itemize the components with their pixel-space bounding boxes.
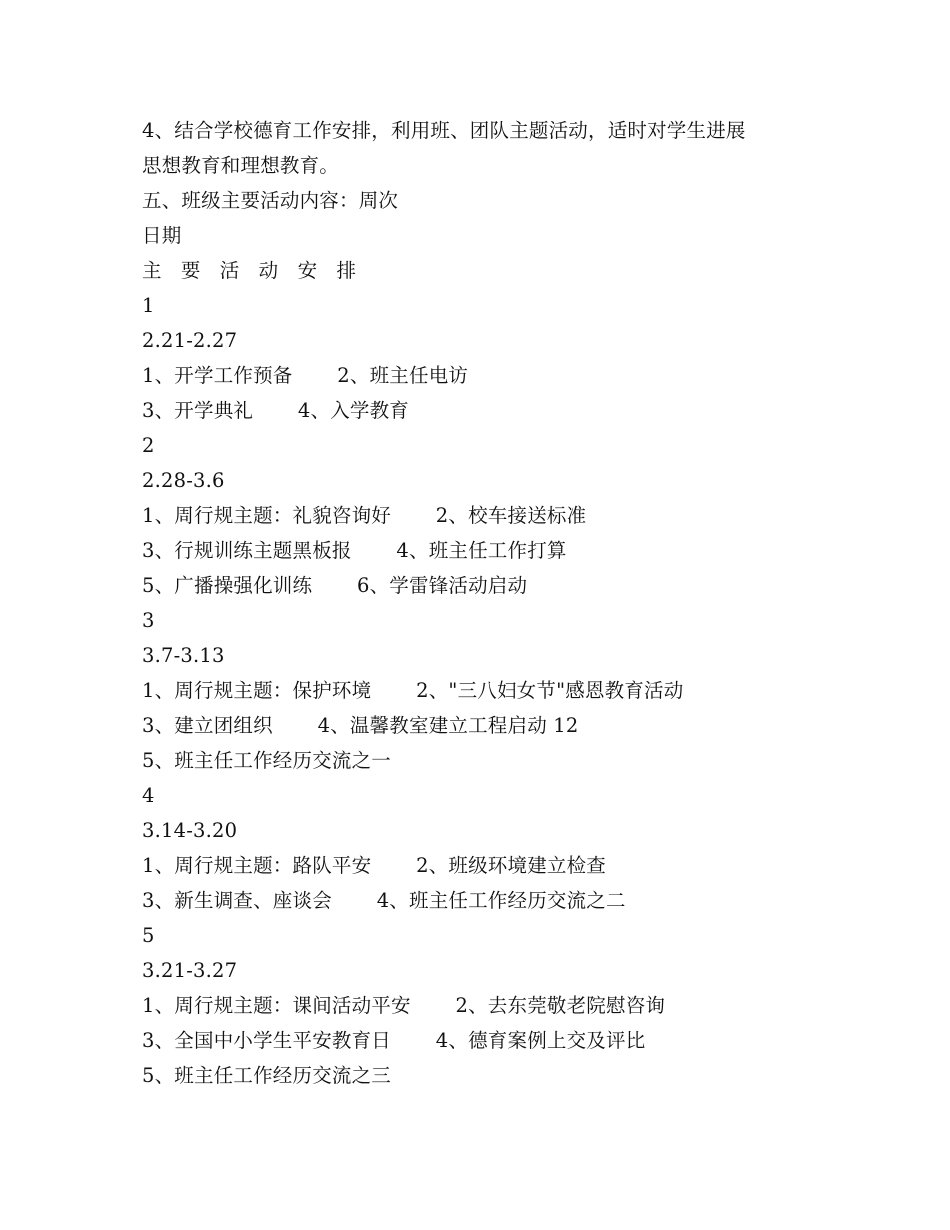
- week-dates: 2.28-3.6: [142, 469, 225, 492]
- week-dates: 3.21-3.27: [142, 959, 238, 982]
- activity-line: 3、全国中小学生平安教育日 4、德育案例上交及评比: [142, 1029, 646, 1052]
- activity-line: 5、广播操强化训练 6、学雷锋活动启动: [142, 574, 528, 597]
- paragraph-4-line-2: 思想教育和理想教育。: [142, 154, 340, 177]
- activity-line: 5、班主任工作经历交流之三: [142, 1064, 392, 1087]
- activity-line: 1、周行规主题：保护环境 2、"三八妇女节"感恩教育活动: [142, 679, 684, 702]
- activity-line: 3、开学典礼 4、入学教育: [142, 399, 410, 422]
- activity-line: 1、开学工作预备 2、班主任电访: [142, 364, 469, 387]
- paragraph-4-line-1: 4、结合学校德育工作安排，利用班、团队主题活动，适时对学生进展: [142, 119, 746, 142]
- activity-line: 3、建立团组织 4、温馨教室建立工程启动 12: [142, 714, 579, 737]
- week-number: 5: [142, 924, 155, 947]
- week-dates: 3.14-3.20: [142, 819, 238, 842]
- week-dates: 2.21-2.27: [142, 329, 238, 352]
- week-number: 3: [142, 609, 155, 632]
- activity-line: 1、周行规主题：路队平安 2、班级环境建立检查: [142, 854, 607, 877]
- activity-line: 1、周行规主题：礼貌咨询好 2、校车接送标准: [142, 504, 587, 527]
- header-activities: 主 要 活 动 安 排: [142, 259, 357, 282]
- section-5-title: 五、班级主要活动内容：周次: [142, 189, 399, 212]
- activity-line: 5、班主任工作经历交流之一: [142, 749, 392, 772]
- week-number: 1: [142, 294, 155, 317]
- week-number: 4: [142, 784, 155, 807]
- header-date: 日期: [142, 224, 182, 247]
- week-dates: 3.7-3.13: [142, 644, 225, 667]
- activity-line: 3、新生调查、座谈会 4、班主任工作经历交流之二: [142, 889, 626, 912]
- activity-line: 3、行规训练主题黑板报 4、班主任工作打算: [142, 539, 567, 562]
- week-number: 2: [142, 434, 155, 457]
- activity-line: 1、周行规主题：课间活动平安 2、去东莞敬老院慰咨询: [142, 994, 666, 1017]
- document-body: [142, 113, 822, 1093]
